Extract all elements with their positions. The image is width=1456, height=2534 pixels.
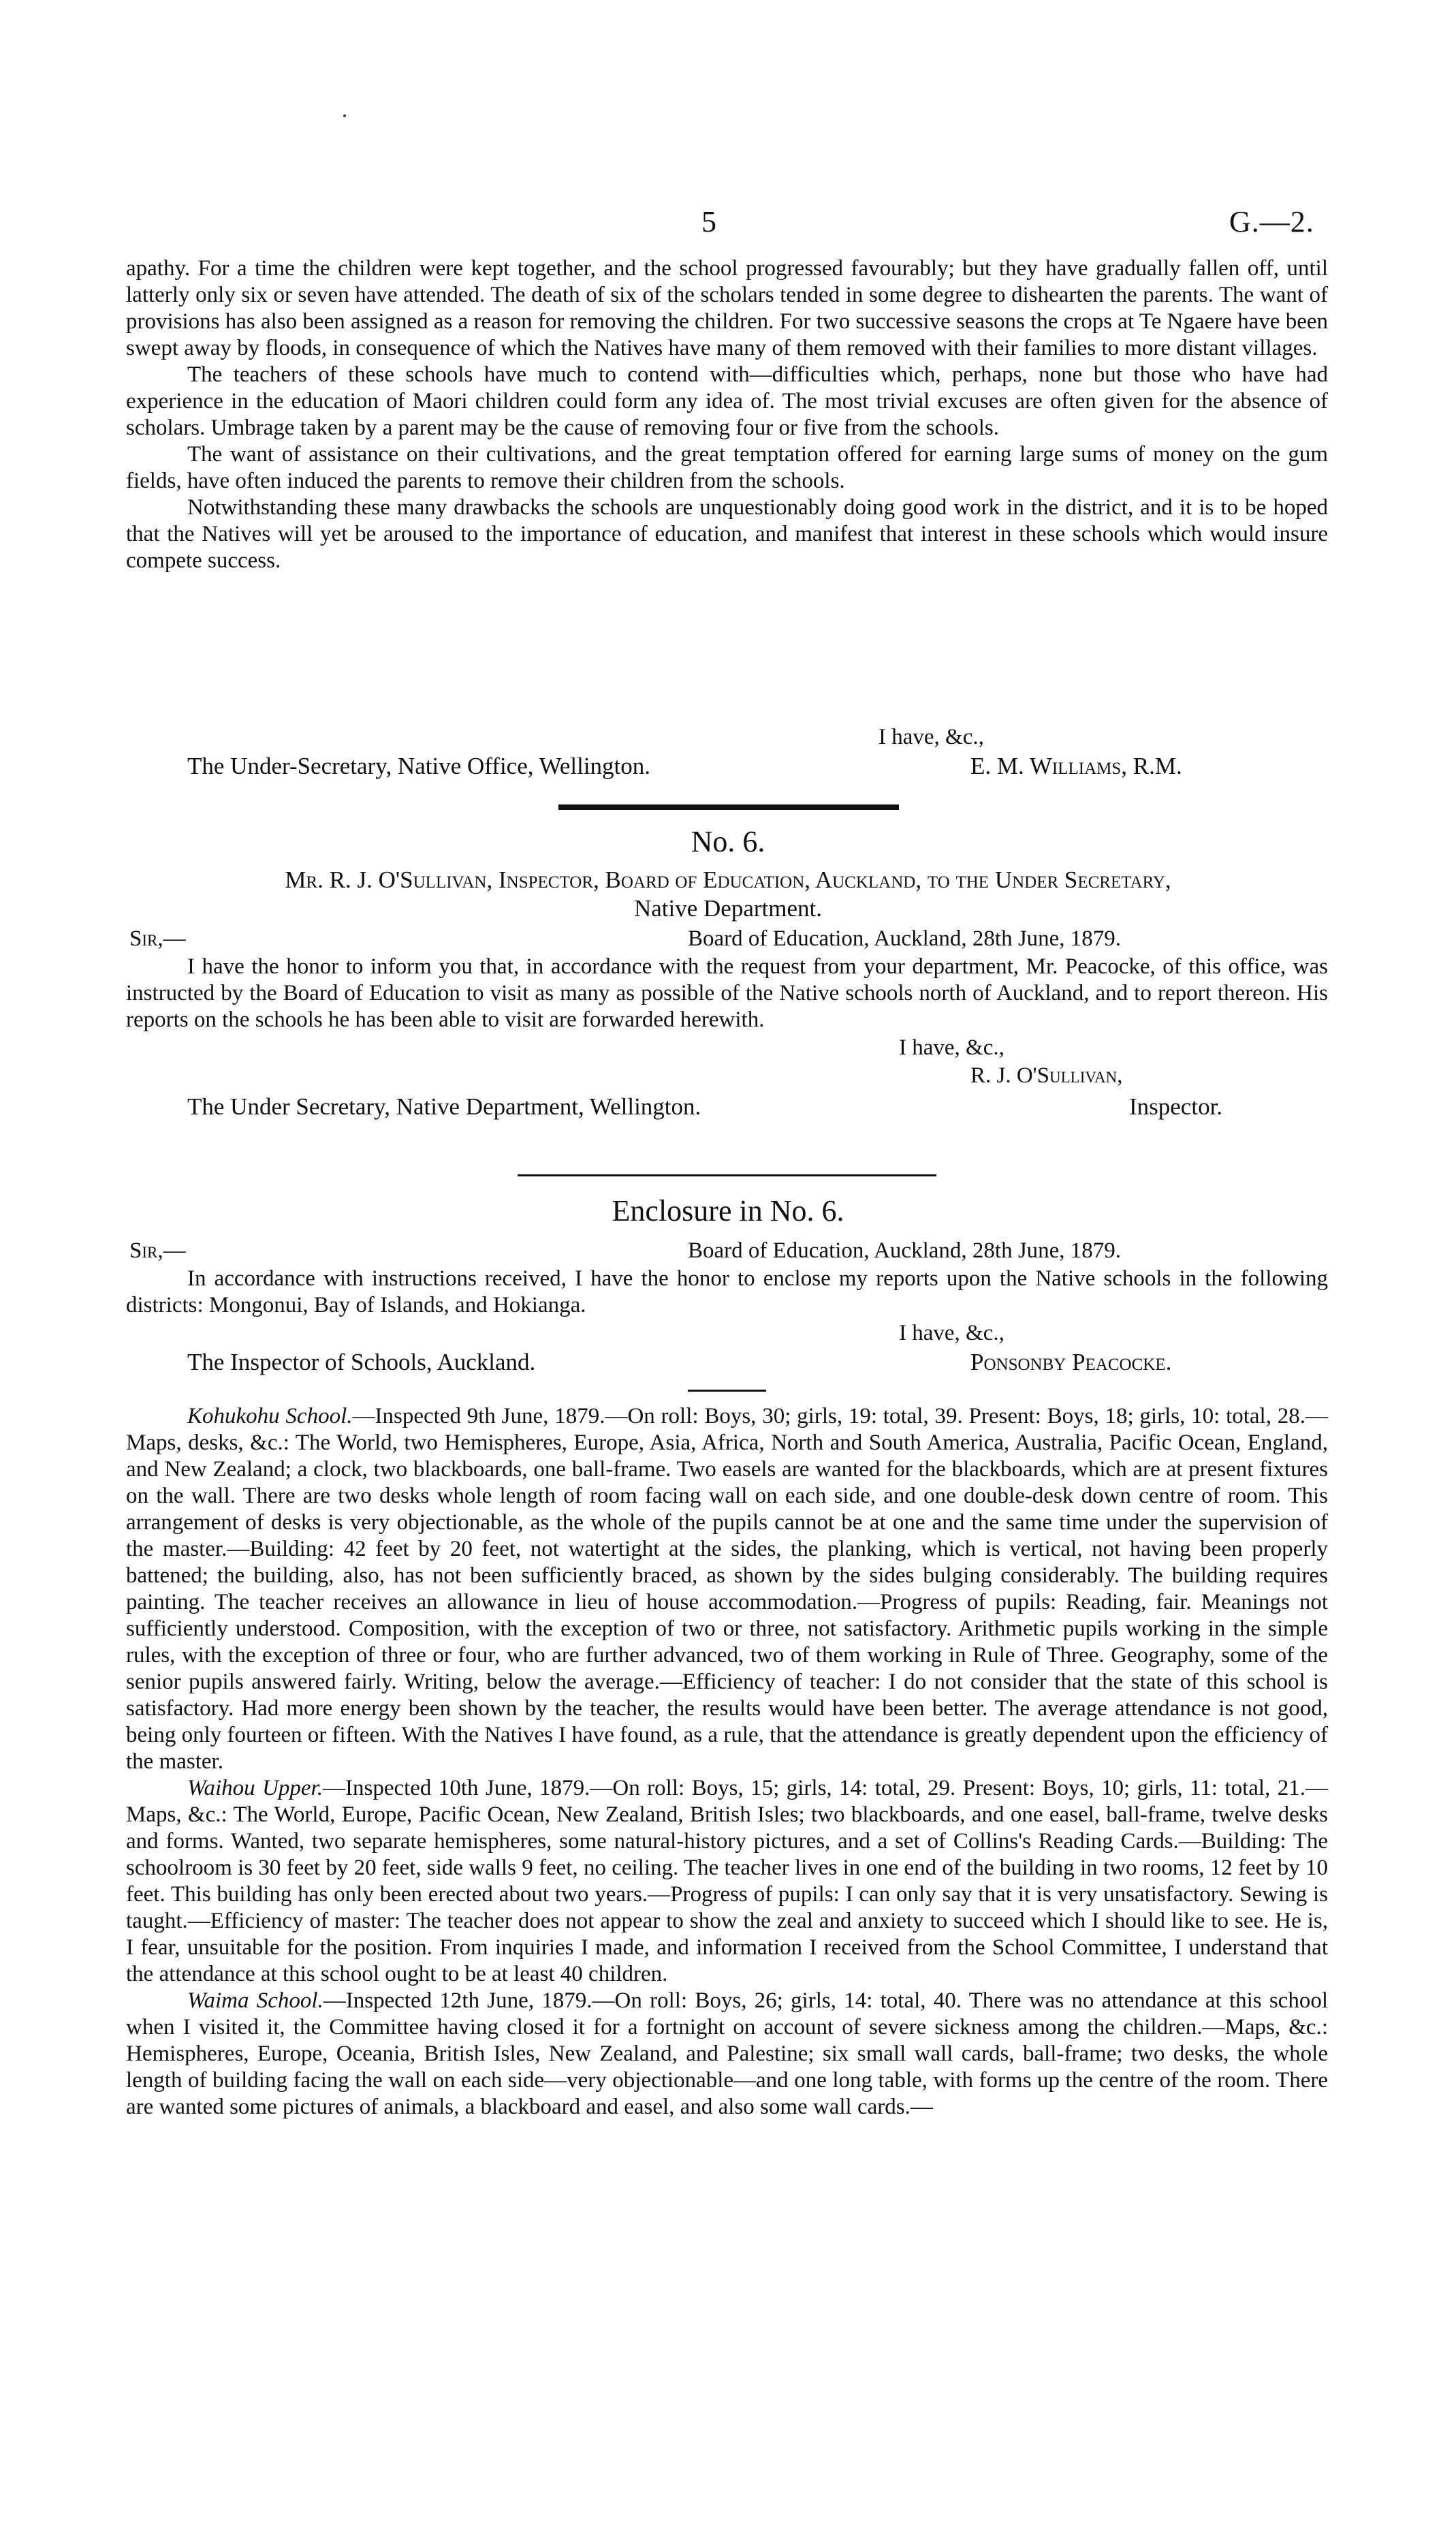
school-name: Kohukohu School. xyxy=(187,1404,353,1428)
no6-body xyxy=(126,954,1328,1033)
letter5-closing: I have, &c., xyxy=(879,725,984,749)
paragraph: The teachers of these schools have much to contend with—difficulties which, perhaps, none but those who have had experience in the education of Maori children could form any idea of. The most trivial excuses are often given for the absence of scholars. Umbrage taken by a parent may be the cause of removing four or five from the schools. xyxy=(126,362,1328,440)
section-divider xyxy=(518,1174,936,1176)
enclosure-salutation: Sir,— xyxy=(129,1238,186,1263)
no6-subtitle-line1: Mr. R. J. O'Sullivan, Inspector, Board of Education, Auckland, to the Under Secretary, xyxy=(285,866,1171,893)
school-name: Waihou Upper. xyxy=(187,1776,323,1800)
paragraph: The want of assistance on their cultivations, and the great temptation offered for earning large sums of money on the gum fields, have often induced the parents to remove their children from the schools. xyxy=(126,442,1328,493)
school-name: Waima School. xyxy=(187,1988,323,2013)
enclosure-place-date: Board of Education, Auckland, 28th June, 1879. xyxy=(688,1238,1122,1263)
enclosure-body xyxy=(126,1266,1328,1319)
no6-signature-title: Inspector. xyxy=(1129,1093,1223,1120)
document-reference: G.—2. xyxy=(1229,205,1314,238)
section-divider xyxy=(688,1390,766,1392)
report-kohukohu xyxy=(126,1403,1328,1775)
no6-signature: R. J. O'Sullivan, xyxy=(970,1063,1123,1088)
no6-place-date: Board of Education, Auckland, 28th June, 1879. xyxy=(688,926,1122,951)
letter5-addressee: The Under-Secretary, Native Office, Wellington. xyxy=(187,753,651,779)
no6-title: No. 6. xyxy=(691,825,765,858)
letter5-signature: E. M. Williams, R.M. xyxy=(970,753,1182,779)
paragraph: In accordance with instructions received, I have the honor to enclose my reports upon the Native schools in the following districts: Mongonui, Bay of Islands, and Hokianga. xyxy=(126,1266,1328,1317)
no6-closing: I have, &c., xyxy=(899,1035,1004,1060)
paragraph: Notwithstanding these many drawbacks the schools are unquestionably doing good work in the district, and it is to be hoped that the Natives will yet be aroused to the importance of education, and manifest that interest in these schools which would insure compete success. xyxy=(126,495,1328,573)
report-text: —Inspected 9th June, 1879.—On roll: Boys, 30; girls, 19: total, 39. Present: Boys, 18; girls, 10: total, 28.—Maps, desks, &c.: The World, two Hemispheres, Europe, Asia, Africa, North and South America, Australia, Pacific Ocean, England, and New Zealand; a clock, two blackboards, one ball-frame. Two easels are wanted for the blackboards, which are at present fixtures on the wall. There are two desks whole length of room facing wall on each side, and one double-desk down centre of room. This arrangement of desks is very objectionable, as the whole of the pupils cannot be at one and the same time under the supervision of the master.—Building: 42 feet by 20 feet, not watertight at the sides, the planking, which is vertical, not having been properly battened; the building, also, has not been sufficiently braced, as shown by the sides bulging considerably. The building requires painting. The teacher receives an allowance in lieu of house accommodation.—Progress of pupils: Reading, fair. Meanings not sufficiently understood. Composition, with the exception of two or three, not satisfactory. Arithmetic pupils working in the simple rules, with the exception of three or four, who are further advanced, two of them working in Rule of Three. Geography, some of the senior pupils answered fairly. Writing, below the average.—Efficiency of teacher: I do not consider that the state of this school is satisfactory. Had more energy been shown by the teacher, the results would have been better. The average attendance is not good, being only fourteen or fifteen. With the Natives I have found, as a rule, that the attendance is greatly dependent upon the efficiency of the master. xyxy=(126,1404,1328,1774)
enclosure-title: Enclosure in No. 6. xyxy=(612,1194,844,1227)
report-text: —Inspected 12th June, 1879.—On roll: Boys, 26; girls, 14: total, 40. There was no attendance at this school when I visited it, the Committee having closed it for a fortnight on account of severe sickness among the children.—Maps, &c.: Hemispheres, Europe, Oceania, British Isles, New Zealand, and Palestine; six small wall cards, ball-frame; two desks, the whole length of building facing the wall on each side—very objectionable—and one long table, with forms up the centre of the room. There are wanted some pictures of animals, a blackboard and easel, and also some wall cards.— xyxy=(126,1988,1329,2119)
no6-subtitle xyxy=(0,866,1456,894)
paragraph: apathy. For a time the children were kept together, and the school progressed favourably; but they have gradually fallen off, until latterly only six or seven have attended. The death of six of the scholars tended in some degree to dishearten the parents. The want of provisions has also been assigned as a reason for removing the children. For two successive seasons the crops at Te Ngaere have been swept away by floods, in consequence of which the Natives have many of them removed with their families to more distant villages. xyxy=(126,256,1328,360)
no6-salutation: Sir,— xyxy=(129,926,186,951)
page-number: 5 xyxy=(701,205,716,238)
speck-mark xyxy=(343,114,346,117)
report-waihou-upper xyxy=(126,1775,1328,1988)
enclosure-signature: Ponsonby Peacocke. xyxy=(970,1349,1172,1375)
no6-subtitle-line2: Native Department. xyxy=(633,895,822,922)
paragraph: I have the honor to inform you that, in accordance with the request from your department, Mr. Peacocke, of this office, was instructed by the Board of Education to visit as many as possible of the Native schools north of Auckland, and to report thereon. His reports on the schools he has been able to visit are forwarded herewith. xyxy=(126,954,1328,1032)
section-divider xyxy=(558,804,899,810)
enclosure-closing: I have, &c., xyxy=(899,1321,1004,1345)
no6-addressee: The Under Secretary, Native Department, Wellington. xyxy=(187,1093,701,1120)
letter5-body xyxy=(126,255,1328,574)
enclosure-addressee: The Inspector of Schools, Auckland. xyxy=(187,1349,536,1375)
report-text: —Inspected 10th June, 1879.—On roll: Boys, 15; girls, 14: total, 29. Present: Boys, 10; girls, 11: total, 21.—Maps, &c.: The World, Europe, Pacific Ocean, New Zealand, British Isles; two blackboards, and one easel, ball-frame, twelve desks and forms. Wanted, two separate hemispheres, some natural-history pictures, and a set of Collins's Reading Cards.—Building: The schoolroom is 30 feet by 20 feet, side walls 9 feet, no ceiling. The teacher lives in one end of the building in two rooms, 12 feet by 10 feet. This building has only been erected about two years.—Progress of pupils: I can only say that it is very unsatisfactory. Sewing is taught.—Efficiency of master: The teacher does not appear to show the zeal and anxiety to succeed which I should like to see. He is, I fear, unsuitable for the position. From inquiries I made, and information I received from the School Committee, I understand that the attendance at this school ought to be at least 40 children. xyxy=(126,1776,1328,1986)
report-waima xyxy=(126,1988,1328,2121)
school-reports xyxy=(126,1403,1328,2121)
